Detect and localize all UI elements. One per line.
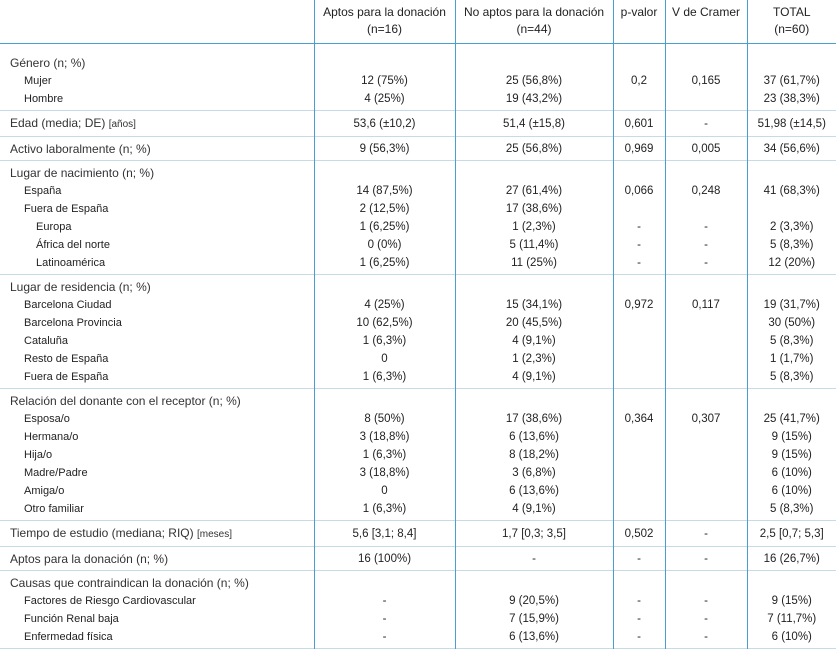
aptos-cell: 1 (6,3%) — [314, 368, 455, 389]
row-label: España — [24, 185, 62, 197]
table-row — [0, 90, 836, 111]
row-label-cell — [0, 446, 314, 464]
p-valor-cell — [613, 200, 665, 218]
row-label-cell — [0, 236, 314, 254]
v-cramer-cell — [665, 200, 747, 218]
row-label-cell — [0, 314, 314, 332]
table-row — [0, 571, 836, 593]
table-row — [0, 182, 836, 200]
aptos-cell: 3 (18,8%) — [314, 464, 455, 482]
v-cramer-cell — [665, 500, 747, 521]
total-cell: 5 (8,3%) — [747, 500, 836, 521]
total-cell: 25 (41,7%) — [747, 410, 836, 428]
total-cell: 5 (8,3%) — [747, 368, 836, 389]
row-label: África del norte — [36, 239, 110, 251]
aptos-cell: 53,6 (±10,2) — [314, 111, 455, 137]
header-cell-no-aptos — [455, 0, 613, 44]
total-cell: 2,5 [0,7; 5,3] — [747, 521, 836, 547]
v-cramer-cell: 0,165 — [665, 72, 747, 90]
row-label-cell — [0, 90, 314, 111]
aptos-cell: 1 (6,25%) — [314, 218, 455, 236]
row-label: Latinoamérica — [36, 257, 106, 269]
spacer-cell — [314, 44, 455, 52]
header-p-valor-text: p-valor — [620, 5, 658, 19]
p-valor-cell — [613, 464, 665, 482]
row-label-cell — [0, 72, 314, 90]
table-row — [0, 446, 836, 464]
no-aptos-cell — [455, 51, 613, 72]
row-label: Esposa/o — [24, 413, 70, 425]
total-cell: 5 (8,3%) — [747, 236, 836, 254]
total-cell: 6 (10%) — [747, 464, 836, 482]
p-valor-cell — [613, 314, 665, 332]
total-cell: 6 (10%) — [747, 628, 836, 649]
p-valor-cell — [613, 350, 665, 368]
row-label: Hermana/o — [24, 431, 79, 443]
no-aptos-cell: 1,7 [0,3; 3,5] — [455, 521, 613, 547]
no-aptos-cell: - — [455, 547, 613, 571]
row-label-cell — [0, 482, 314, 500]
no-aptos-cell: 17 (38,6%) — [455, 410, 613, 428]
table-row — [0, 218, 836, 236]
table-row — [0, 254, 836, 275]
table-row — [0, 610, 836, 628]
row-label: Fuera de España — [24, 371, 109, 383]
row-label-cell — [0, 547, 314, 571]
v-cramer-cell — [665, 332, 747, 350]
v-cramer-cell: 0,005 — [665, 137, 747, 161]
aptos-cell: 0 — [314, 482, 455, 500]
no-aptos-cell: 20 (45,5%) — [455, 314, 613, 332]
p-valor-cell: 0,601 — [613, 111, 665, 137]
spacer-cell — [0, 44, 314, 52]
no-aptos-cell: 5 (11,4%) — [455, 236, 613, 254]
row-label-cell — [0, 500, 314, 521]
v-cramer-cell — [665, 314, 747, 332]
row-label-cell — [0, 332, 314, 350]
table-row — [0, 410, 836, 428]
table-row — [0, 500, 836, 521]
v-cramer-cell: - — [665, 111, 747, 137]
total-cell — [747, 571, 836, 593]
p-valor-cell: 0,2 — [613, 72, 665, 90]
p-valor-cell: 0,969 — [613, 137, 665, 161]
row-label-cell — [0, 111, 314, 137]
row-label: Amiga/o — [24, 485, 65, 497]
row-label-cell — [0, 218, 314, 236]
row-label: Europa — [36, 221, 72, 233]
p-valor-cell: - — [613, 254, 665, 275]
row-unit: [años] — [108, 119, 136, 130]
total-cell: 5 (8,3%) — [747, 332, 836, 350]
table-row — [0, 350, 836, 368]
aptos-cell: 16 (100%) — [314, 547, 455, 571]
aptos-cell — [314, 571, 455, 593]
aptos-cell: 0 (0%) — [314, 236, 455, 254]
p-valor-cell: 0,066 — [613, 182, 665, 200]
row-label-cell — [0, 410, 314, 428]
v-cramer-cell — [665, 350, 747, 368]
row-label-cell — [0, 200, 314, 218]
total-cell: 19 (31,7%) — [747, 296, 836, 314]
total-cell: 9 (15%) — [747, 446, 836, 464]
v-cramer-cell — [665, 446, 747, 464]
table-row — [0, 592, 836, 610]
row-label-cell — [0, 137, 314, 161]
row-label-cell — [0, 464, 314, 482]
spacer-cell — [747, 44, 836, 52]
no-aptos-cell: 51,4 (±15,8) — [455, 111, 613, 137]
p-valor-cell — [613, 571, 665, 593]
row-label: Barcelona Ciudad — [24, 299, 112, 311]
p-valor-cell: 0,972 — [613, 296, 665, 314]
row-label-cell — [0, 182, 314, 200]
no-aptos-cell: 27 (61,4%) — [455, 182, 613, 200]
v-cramer-cell — [665, 482, 747, 500]
total-cell: 2 (3,3%) — [747, 218, 836, 236]
table-row — [0, 111, 836, 137]
no-aptos-cell: 8 (18,2%) — [455, 446, 613, 464]
total-cell — [747, 51, 836, 72]
row-label: Hombre — [24, 93, 64, 105]
aptos-cell: 2 (12,5%) — [314, 200, 455, 218]
row-label: Cataluña — [24, 335, 69, 347]
v-cramer-cell — [665, 161, 747, 183]
aptos-cell — [314, 161, 455, 183]
row-label-cell — [0, 350, 314, 368]
no-aptos-cell: 1 (2,3%) — [455, 218, 613, 236]
no-aptos-cell: 4 (9,1%) — [455, 332, 613, 350]
v-cramer-cell — [665, 51, 747, 72]
aptos-cell: - — [314, 592, 455, 610]
no-aptos-cell: 25 (56,8%) — [455, 72, 613, 90]
row-label: Aptos para la donación (n; %) — [10, 552, 169, 566]
row-label: Lugar de residencia (n; %) — [10, 280, 151, 294]
row-label: Otro familiar — [24, 503, 84, 515]
table-row — [0, 332, 836, 350]
aptos-cell: - — [314, 610, 455, 628]
table-row — [0, 482, 836, 500]
p-valor-cell — [613, 275, 665, 297]
no-aptos-cell: 19 (43,2%) — [455, 90, 613, 111]
table-row — [0, 368, 836, 389]
no-aptos-cell: 25 (56,8%) — [455, 137, 613, 161]
no-aptos-cell: 6 (13,6%) — [455, 482, 613, 500]
row-label: Madre/Padre — [24, 467, 88, 479]
table-row — [0, 389, 836, 411]
table-row — [0, 547, 836, 571]
aptos-cell: 14 (87,5%) — [314, 182, 455, 200]
row-label-cell — [0, 628, 314, 649]
table-row — [0, 137, 836, 161]
row-label: Factores de Riesgo Cardiovascular — [24, 595, 196, 607]
v-cramer-cell — [665, 428, 747, 446]
row-label: Relación del donante con el receptor (n; %) — [10, 394, 241, 408]
v-cramer-cell: - — [665, 592, 747, 610]
aptos-cell: 0 — [314, 350, 455, 368]
p-valor-cell: - — [613, 218, 665, 236]
p-valor-cell — [613, 428, 665, 446]
row-label: Lugar de nacimiento (n; %) — [10, 166, 155, 180]
row-label: Resto de España — [24, 353, 109, 365]
row-label: Mujer — [24, 75, 52, 87]
v-cramer-cell — [665, 275, 747, 297]
no-aptos-cell: 4 (9,1%) — [455, 368, 613, 389]
header-v-cramer-text: V de Cramer — [671, 5, 741, 19]
row-label-cell — [0, 161, 314, 183]
no-aptos-cell: 1 (2,3%) — [455, 350, 613, 368]
row-unit: [meses] — [196, 529, 232, 540]
total-cell — [747, 389, 836, 411]
total-cell: 30 (50%) — [747, 314, 836, 332]
table-row — [0, 72, 836, 90]
no-aptos-cell: 11 (25%) — [455, 254, 613, 275]
header-aptos-text: Aptos para la donación (n=16) — [323, 5, 446, 36]
table-row — [0, 314, 836, 332]
header-no-aptos-text: No aptos para la donación (n=44) — [463, 5, 605, 36]
row-label-cell — [0, 368, 314, 389]
p-valor-cell: - — [613, 236, 665, 254]
p-valor-cell: 0,364 — [613, 410, 665, 428]
total-cell — [747, 161, 836, 183]
aptos-cell — [314, 275, 455, 297]
aptos-cell: 1 (6,25%) — [314, 254, 455, 275]
table-body — [0, 44, 836, 649]
aptos-cell: 10 (62,5%) — [314, 314, 455, 332]
p-valor-cell — [613, 161, 665, 183]
aptos-cell: 3 (18,8%) — [314, 428, 455, 446]
v-cramer-cell: 0,307 — [665, 410, 747, 428]
p-valor-cell — [613, 389, 665, 411]
p-valor-cell: - — [613, 610, 665, 628]
table-row — [0, 161, 836, 183]
table-row — [0, 628, 836, 649]
aptos-cell: 9 (56,3%) — [314, 137, 455, 161]
row-label: Enfermedad física — [24, 631, 113, 643]
total-cell: 23 (38,3%) — [747, 90, 836, 111]
aptos-cell: 1 (6,3%) — [314, 332, 455, 350]
row-label: Edad (media; DE) — [10, 116, 106, 130]
table-row — [0, 236, 836, 254]
p-valor-cell — [613, 332, 665, 350]
header-row — [0, 0, 836, 44]
row-label: Causas que contraindican la donación (n; %) — [10, 576, 249, 590]
table-row — [0, 464, 836, 482]
v-cramer-cell — [665, 90, 747, 111]
v-cramer-cell: 0,248 — [665, 182, 747, 200]
total-cell: 51,98 (±14,5) — [747, 111, 836, 137]
p-valor-cell — [613, 482, 665, 500]
no-aptos-cell: 6 (13,6%) — [455, 428, 613, 446]
p-valor-cell — [613, 500, 665, 521]
total-cell: 12 (20%) — [747, 254, 836, 275]
v-cramer-cell: - — [665, 547, 747, 571]
header-cell-label — [0, 0, 314, 44]
no-aptos-cell — [455, 571, 613, 593]
v-cramer-cell: - — [665, 610, 747, 628]
total-cell: 6 (10%) — [747, 482, 836, 500]
v-cramer-cell: - — [665, 218, 747, 236]
no-aptos-cell — [455, 389, 613, 411]
v-cramer-cell: - — [665, 628, 747, 649]
row-label-cell — [0, 592, 314, 610]
aptos-cell: 4 (25%) — [314, 296, 455, 314]
header-total-text: TOTAL (n=60) — [772, 5, 811, 36]
p-valor-cell: - — [613, 628, 665, 649]
header-cell-v-cramer — [665, 0, 747, 44]
header-cell-p-valor — [613, 0, 665, 44]
aptos-cell: 4 (25%) — [314, 90, 455, 111]
header-cell-total — [747, 0, 836, 44]
p-valor-cell — [613, 90, 665, 111]
v-cramer-cell — [665, 368, 747, 389]
row-label-cell — [0, 275, 314, 297]
total-cell: 9 (15%) — [747, 428, 836, 446]
total-cell: 9 (15%) — [747, 592, 836, 610]
no-aptos-cell: 4 (9,1%) — [455, 500, 613, 521]
total-cell — [747, 200, 836, 218]
total-cell: 37 (61,7%) — [747, 72, 836, 90]
row-label: Tiempo de estudio (mediana; RIQ) — [10, 526, 194, 540]
table-row — [0, 428, 836, 446]
row-label-cell — [0, 571, 314, 593]
aptos-cell: - — [314, 628, 455, 649]
table-row — [0, 200, 836, 218]
row-label-cell — [0, 51, 314, 72]
v-cramer-cell: - — [665, 236, 747, 254]
total-cell: 1 (1,7%) — [747, 350, 836, 368]
row-label-cell — [0, 389, 314, 411]
table-row — [0, 521, 836, 547]
total-cell: 41 (68,3%) — [747, 182, 836, 200]
total-cell: 16 (26,7%) — [747, 547, 836, 571]
aptos-cell: 8 (50%) — [314, 410, 455, 428]
spacer-cell — [613, 44, 665, 52]
v-cramer-cell — [665, 464, 747, 482]
no-aptos-cell: 9 (20,5%) — [455, 592, 613, 610]
aptos-cell — [314, 51, 455, 72]
row-label-cell — [0, 428, 314, 446]
row-label: Género (n; %) — [10, 56, 86, 70]
no-aptos-cell: 17 (38,6%) — [455, 200, 613, 218]
row-label-cell — [0, 521, 314, 547]
p-valor-cell: - — [613, 547, 665, 571]
v-cramer-cell: - — [665, 521, 747, 547]
v-cramer-cell: - — [665, 254, 747, 275]
spacer-row — [0, 44, 836, 52]
row-label-cell — [0, 296, 314, 314]
aptos-cell: 5,6 [3,1; 8,4] — [314, 521, 455, 547]
row-label: Barcelona Provincia — [24, 317, 122, 329]
v-cramer-cell — [665, 389, 747, 411]
row-label: Función Renal baja — [24, 613, 119, 625]
no-aptos-cell — [455, 275, 613, 297]
table-row — [0, 275, 836, 297]
no-aptos-cell: 6 (13,6%) — [455, 628, 613, 649]
total-cell — [747, 275, 836, 297]
p-valor-cell: 0,502 — [613, 521, 665, 547]
v-cramer-cell — [665, 571, 747, 593]
spacer-cell — [665, 44, 747, 52]
no-aptos-cell: 3 (6,8%) — [455, 464, 613, 482]
row-label: Hija/o — [24, 449, 53, 461]
no-aptos-cell — [455, 161, 613, 183]
table-row — [0, 296, 836, 314]
aptos-cell: 12 (75%) — [314, 72, 455, 90]
no-aptos-cell: 15 (34,1%) — [455, 296, 613, 314]
total-cell: 34 (56,6%) — [747, 137, 836, 161]
table-row — [0, 51, 836, 72]
row-label-cell — [0, 610, 314, 628]
header-cell-aptos — [314, 0, 455, 44]
p-valor-cell — [613, 51, 665, 72]
spacer-cell — [455, 44, 613, 52]
aptos-cell — [314, 389, 455, 411]
p-valor-cell — [613, 446, 665, 464]
row-label: Activo laboralmente (n; %) — [10, 142, 151, 156]
aptos-cell: 1 (6,3%) — [314, 446, 455, 464]
row-label: Fuera de España — [24, 203, 109, 215]
row-label-cell — [0, 254, 314, 275]
v-cramer-cell: 0,117 — [665, 296, 747, 314]
p-valor-cell: - — [613, 592, 665, 610]
p-valor-cell — [613, 368, 665, 389]
total-cell: 7 (11,7%) — [747, 610, 836, 628]
no-aptos-cell: 7 (15,9%) — [455, 610, 613, 628]
aptos-cell: 1 (6,3%) — [314, 500, 455, 521]
